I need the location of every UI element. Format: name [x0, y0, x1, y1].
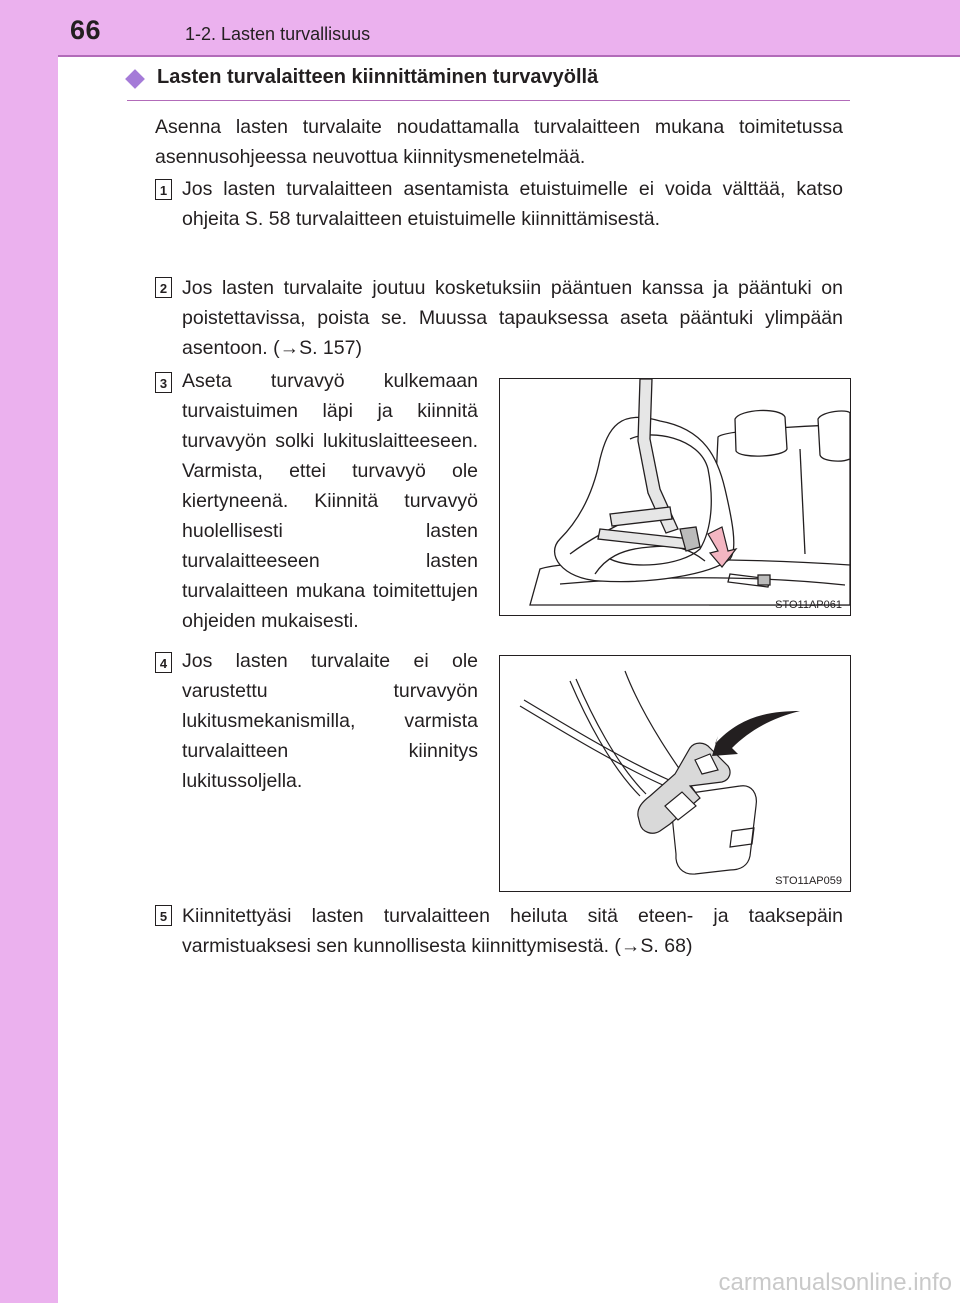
watermark: carmanualsonline.info — [718, 1269, 952, 1296]
step-number-1: 1 — [155, 179, 172, 200]
section-title: Lasten turvalaitteen kiinnittäminen turvavyöllä — [157, 66, 599, 88]
section-path: 1-2. Lasten turvallisuus — [185, 24, 371, 44]
diamond-bullet-icon — [125, 69, 145, 89]
step-text-5: Kiinnitettyäsi lasten turvalaitteen heiluta sitä eteen- ja taaksepäin varmistuaksesi sen kunnollisesta kiinnittymisestä. (→S. 68) — [182, 905, 843, 957]
step-text-2: Jos lasten turvalaite joutuu kosketuksiin pääntuen kanssa ja pääntuki on poistettavissa, poista se. Muussa tapauksessa aseta pääntuki ylimpään asentoon. (→S. 157) — [182, 277, 843, 359]
intro-paragraph: Asenna lasten turvalaite noudattamalla turvalaitteen mukana toimitetussa asennusohjeessa neuvottua kiinnitysmenetelmää. — [155, 116, 843, 168]
section-heading — [127, 64, 850, 101]
locking-clip-drawing — [500, 656, 850, 891]
step-number-4: 4 — [155, 652, 172, 673]
step-number-3: 3 — [155, 372, 172, 393]
child-seat-illustration — [499, 378, 851, 616]
sidebar-band — [0, 0, 58, 1303]
figure-code: STO11AP059 — [775, 875, 842, 887]
figure-code: STO11AP061 — [775, 599, 842, 611]
step-number-5: 5 — [155, 905, 172, 926]
child-seat-drawing — [500, 379, 850, 615]
header-band — [0, 0, 960, 56]
step-number-2: 2 — [155, 277, 172, 298]
step-text-3: Aseta turvavyö kulkemaan turvaistuimen läpi ja kiinnitä turvavyön solki lukituslaitteeseen. Varmista, ettei turvavyö ole kiertyneenä. Kiinnitä turvavyö huolellisesti lasten turvalaitteeseen lasten turvalaitteen mukana toimitettujen ohjeiden mukaisesti. — [182, 370, 478, 632]
header-divider — [58, 55, 960, 57]
locking-clip-illustration — [499, 655, 851, 892]
step-text-1: Jos lasten turvalaitteen asentamista etuistuimelle ei voida välttää, katso ohjeita S. 58 turvalaitteen etuistuimelle kiinnittämisestä. — [182, 178, 843, 230]
step-text-4: Jos lasten turvalaite ei ole varustettu turvavyön lukitusmekanismilla, varmista turvalaitteen kiinnitys lukitussoljella. — [182, 650, 478, 792]
page-number: 66 — [70, 15, 102, 45]
